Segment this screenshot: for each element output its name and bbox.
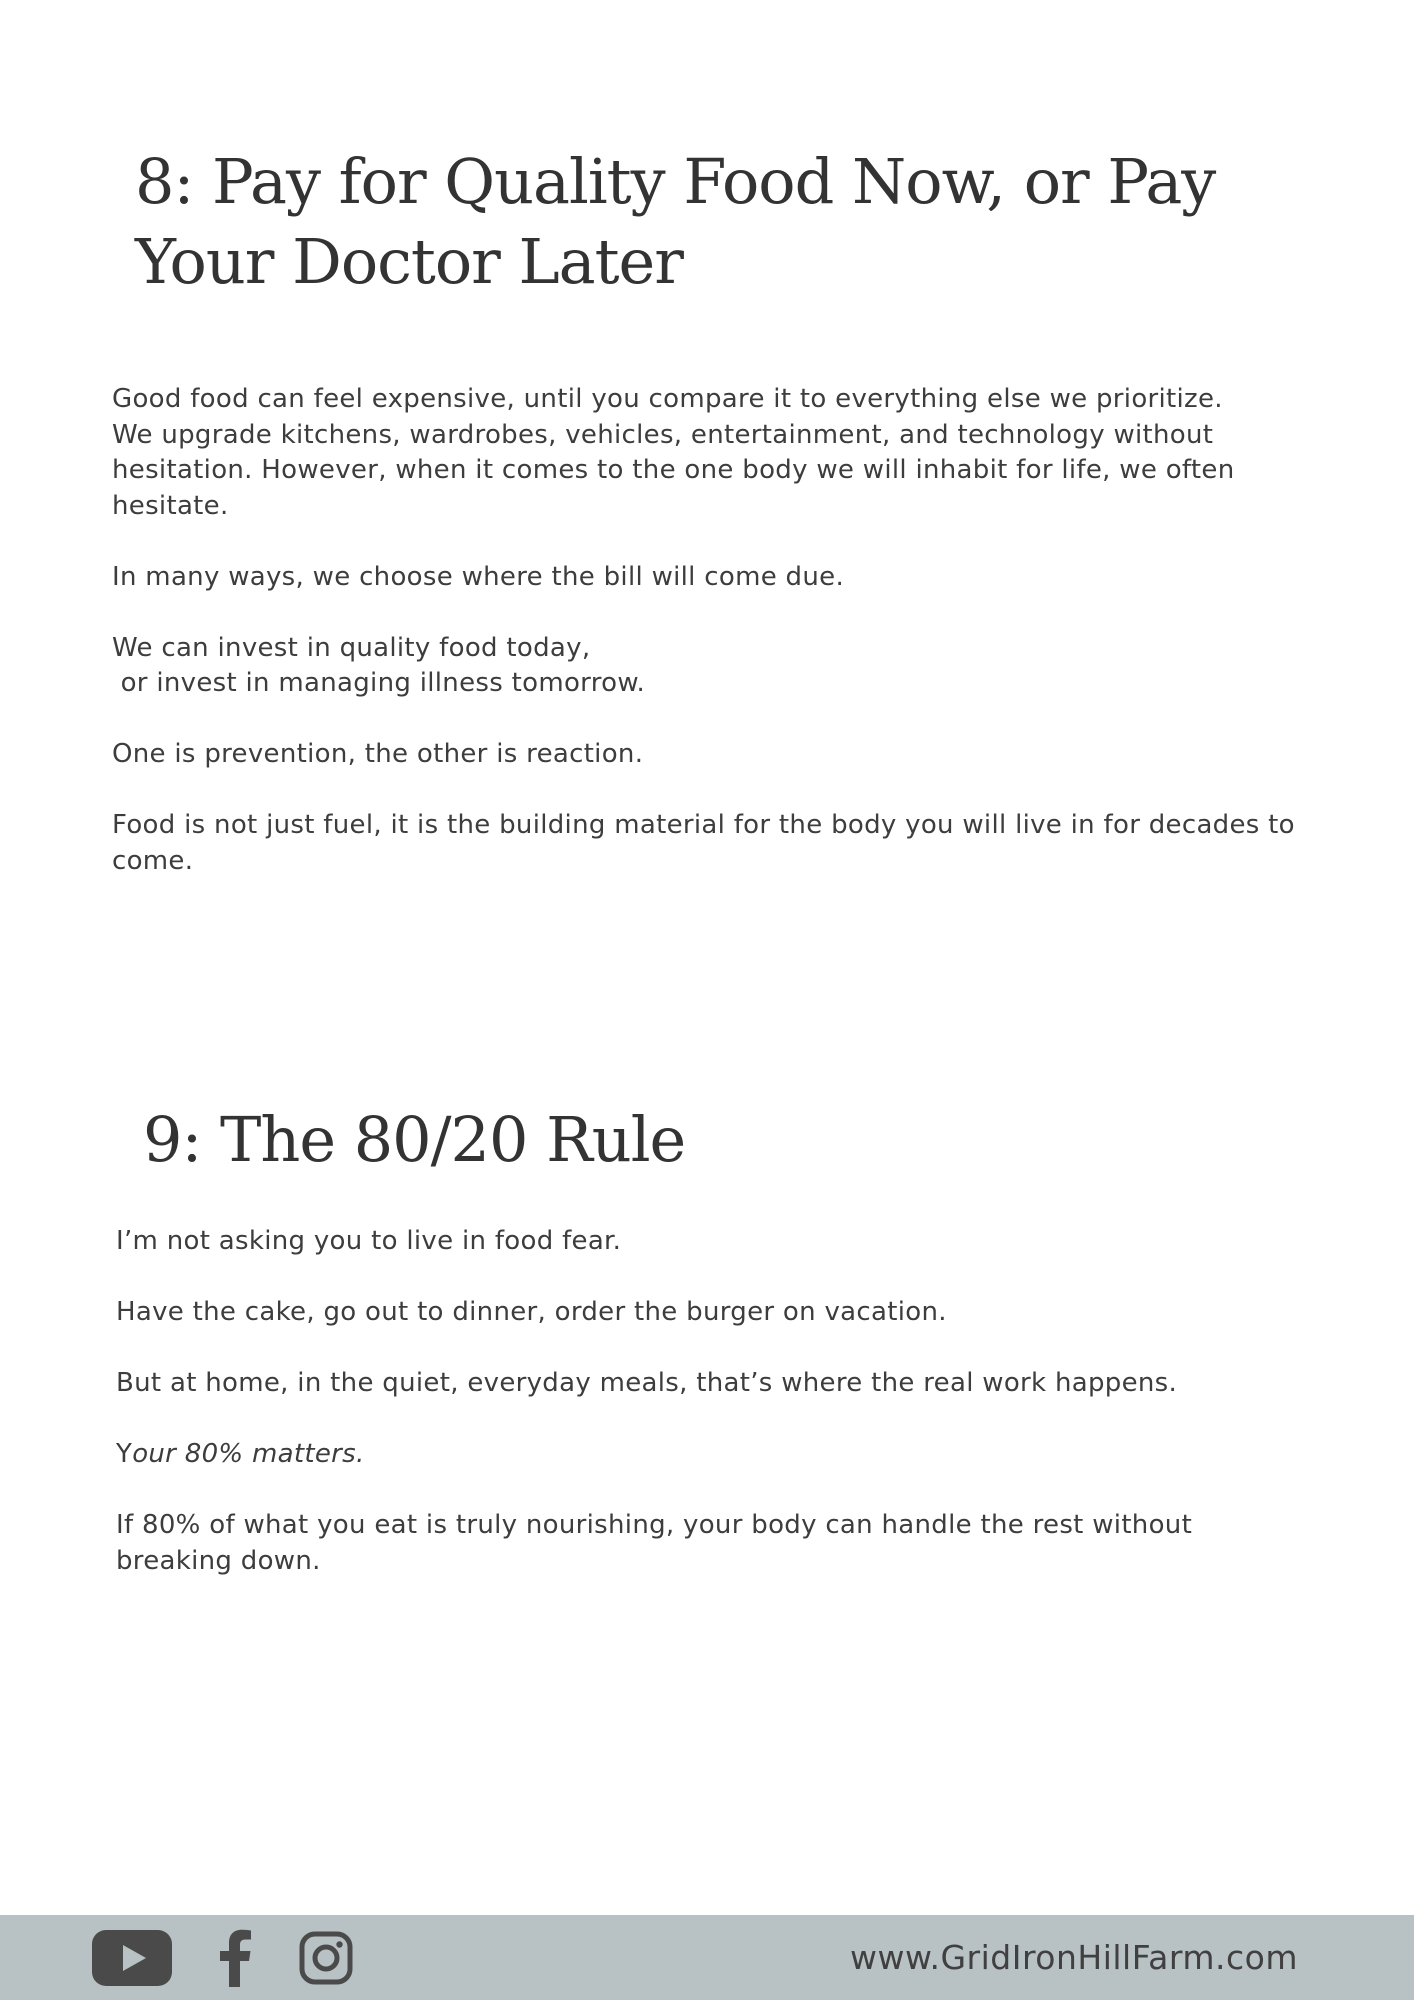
paragraph: Food is not just fuel, it is the building material for the body you will live in for decades to come. [112, 810, 1295, 876]
facebook-icon[interactable] [210, 1915, 260, 2000]
emphasis-first-letter: Y [116, 1439, 133, 1469]
section-8-body [112, 382, 1312, 879]
paragraph: We can invest in quality food today, [112, 632, 591, 663]
section-8-title: 8: Pay for Quality Food Now, or Pay Your Doctor Later [135, 145, 1216, 298]
footer [0, 1915, 1414, 2000]
section-9-title: 9: The 80/20 Rule [143, 1103, 686, 1176]
emphasis-text: our 80% matters. [132, 1439, 365, 1469]
paragraph: In many ways, we choose where the bill will come due. [112, 561, 845, 592]
instagram-icon[interactable] [298, 1915, 354, 2000]
paragraph: But at home, in the quiet, everyday meals, that’s where the real work happens. [116, 1368, 1178, 1398]
website-url[interactable]: www.GridIronHillFarm.com [850, 1938, 1298, 1977]
section-9-body [116, 1224, 1316, 1579]
paragraph: Have the cake, go out to dinner, order the burger on vacation. [116, 1297, 947, 1327]
paragraph: We upgrade kitchens, wardrobes, vehicles, entertainment, and technology without hesitation. However, when it comes to the one body we will inhabit for life, we often hesitate. [112, 419, 1235, 521]
paragraph: or invest in managing illness tomorrow. [112, 668, 646, 698]
paragraph: If 80% of what you eat is truly nourishing, your body can handle the rest without breaking down. [116, 1510, 1193, 1576]
paragraph: Good food can feel expensive, until you compare it to everything else we prioritize. [112, 384, 1223, 414]
paragraph: I’m not asking you to live in food fear. [116, 1226, 622, 1256]
paragraph: One is prevention, the other is reaction. [112, 739, 644, 769]
emphasis-paragraph [116, 1437, 1316, 1473]
youtube-icon[interactable] [92, 1915, 172, 2000]
